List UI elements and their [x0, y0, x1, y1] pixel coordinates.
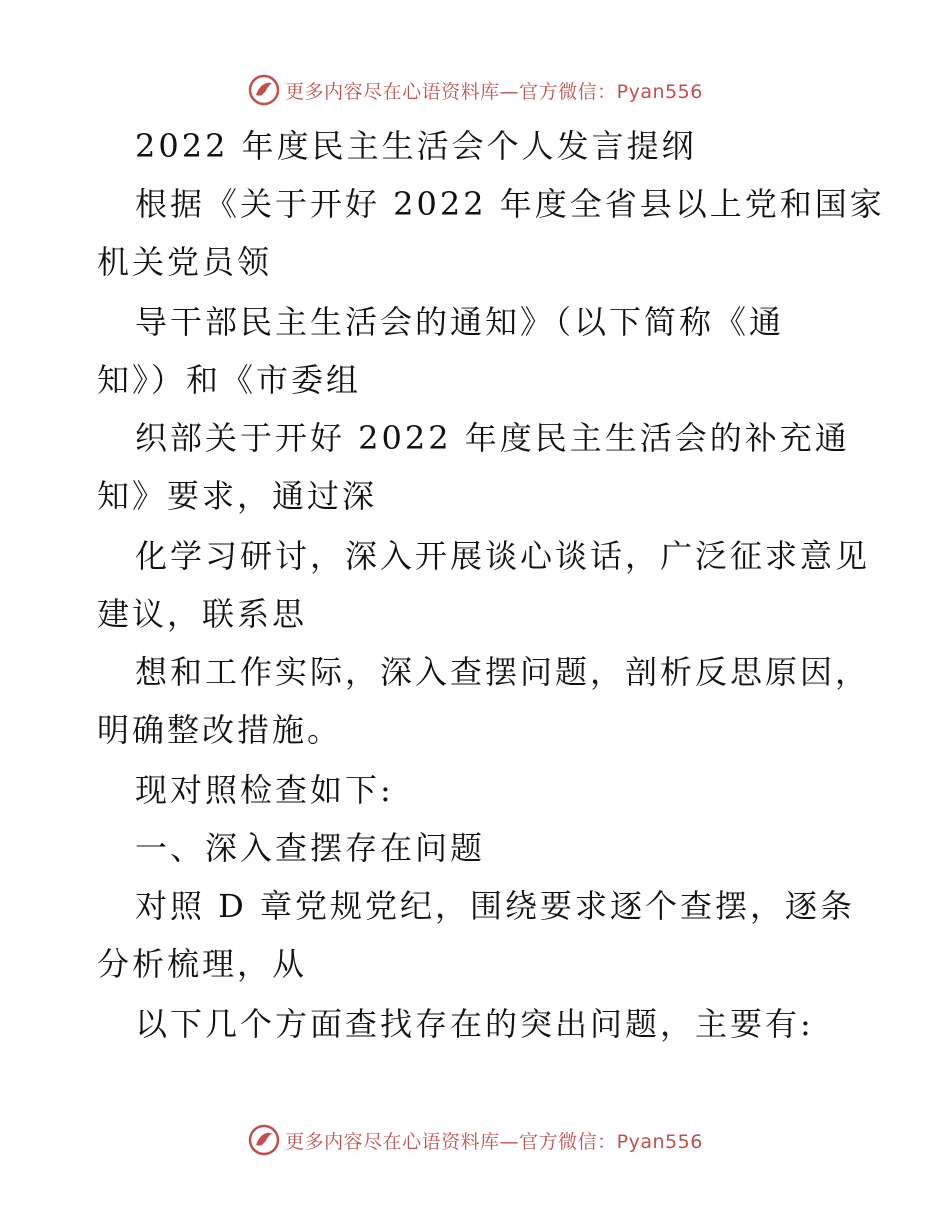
paragraph-line-6: 知》要求，通过深 [97, 477, 378, 515]
paragraph-line-7: 化学习研讨，深入开展谈心谈话，广泛征求意见 [135, 537, 871, 575]
paragraph-line-14: 分析梳理，从 [97, 945, 308, 983]
paragraph-line-13: 对照 D 章党规党纪，围绕要求逐个查摆，逐条 [135, 887, 856, 925]
logo-icon [247, 73, 281, 107]
paragraph-line-15: 以下几个方面查找存在的突出问题，主要有: [135, 1005, 814, 1043]
paragraph-line-11: 现对照检查如下: [135, 771, 394, 809]
paragraph-line-4: 知》）和《市委组 [97, 361, 362, 399]
footer-banner-text [285, 1127, 703, 1154]
footer-banner-wechat: Pyan556 [616, 1130, 703, 1153]
paragraph-line-10: 明确整改措施。 [97, 711, 343, 749]
header-banner-wechat: Pyan556 [616, 80, 703, 103]
paragraph-line-8: 建议，联系思 [97, 595, 308, 633]
header-banner-text [285, 77, 703, 104]
paragraph-line-9: 想和工作实际，深入查摆问题，剖析反思原因， [135, 653, 871, 691]
header-banner-label: 更多内容尽在心语资料库—官方微信： [285, 80, 617, 103]
header-banner [0, 70, 950, 110]
paragraph-line-3: 导干部民主生活会的通知》（以下简称《通 [135, 303, 785, 341]
section-heading-1: 一、深入查摆存在问题 [135, 829, 486, 867]
paragraph-line-1: 根据《关于开好 2022 年度全省县以上党和国家 [135, 185, 885, 223]
footer-banner [0, 1120, 950, 1160]
paragraph-line-2: 机关党员领 [97, 243, 273, 281]
logo-icon [247, 1123, 281, 1157]
document-title: 2022 年度民主生活会个人发言提纲 [135, 127, 697, 165]
footer-banner-label: 更多内容尽在心语资料库—官方微信： [285, 1130, 617, 1153]
paragraph-line-5: 织部关于开好 2022 年度民主生活会的补充通 [135, 419, 850, 457]
